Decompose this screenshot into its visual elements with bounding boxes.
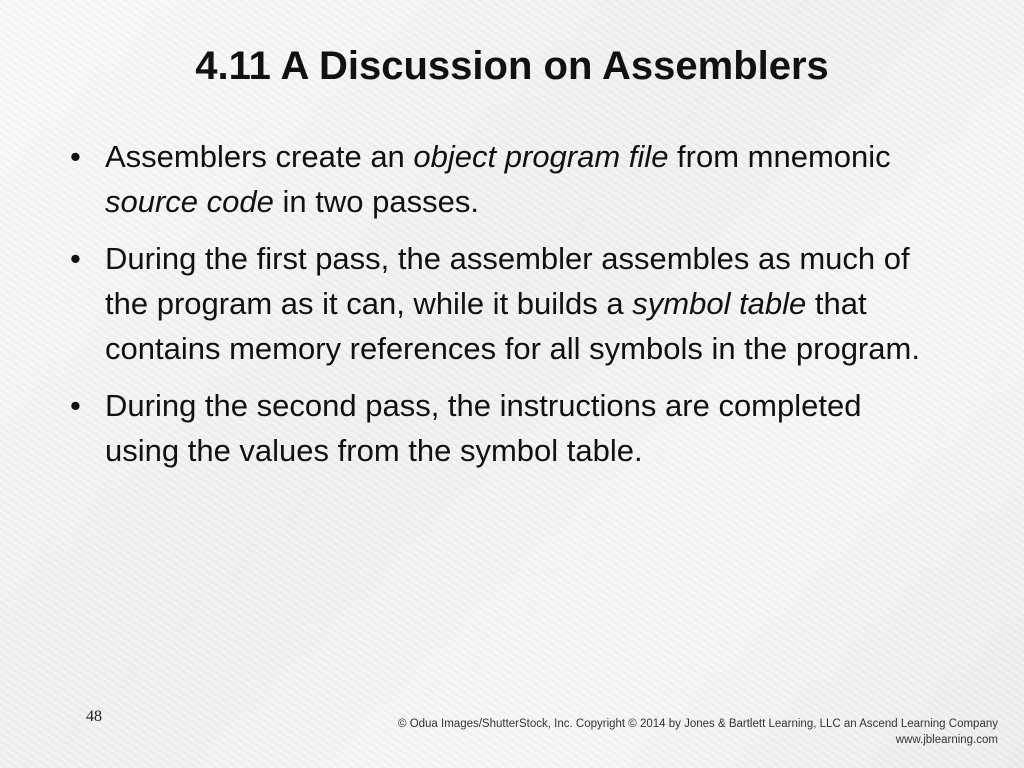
emphasis-text: source code: [105, 184, 274, 219]
bullet-text: During the first pass, the assembler assembles as much of the program as it can, while it builds a: [105, 241, 910, 321]
bullet-marker: •: [70, 241, 81, 276]
emphasis-text: object program file: [413, 139, 669, 174]
bullet-text: During the second pass, the instructions are completed using the values from the symbol table.: [105, 388, 862, 468]
slide-title: 4.11 A Discussion on Assemblers: [195, 44, 829, 88]
bullet-item-1: [64, 134, 944, 224]
emphasis-text: symbol table: [632, 286, 807, 321]
website-text: www.jblearning.com: [895, 734, 998, 746]
bullet-text: Assemblers create an: [105, 139, 414, 174]
bullet-list: [64, 134, 944, 485]
bullet-item-2: [64, 236, 944, 371]
bullet-text: in two passes.: [273, 184, 479, 219]
bullet-marker: •: [70, 388, 81, 423]
page-number: 48: [86, 708, 102, 725]
copyright-footer: [398, 716, 998, 748]
bullet-marker: •: [70, 139, 81, 174]
bullet-item-3: [64, 383, 944, 473]
bullet-text: that contains memory references for all symbols in the program.: [105, 286, 920, 366]
copyright-text: © Odua Images/ShutterStock, Inc. Copyright © 2014 by Jones & Bartlett Learning, LLC an Ascend Learning Company: [398, 718, 998, 730]
bullet-text: from mnemonic: [668, 139, 891, 174]
